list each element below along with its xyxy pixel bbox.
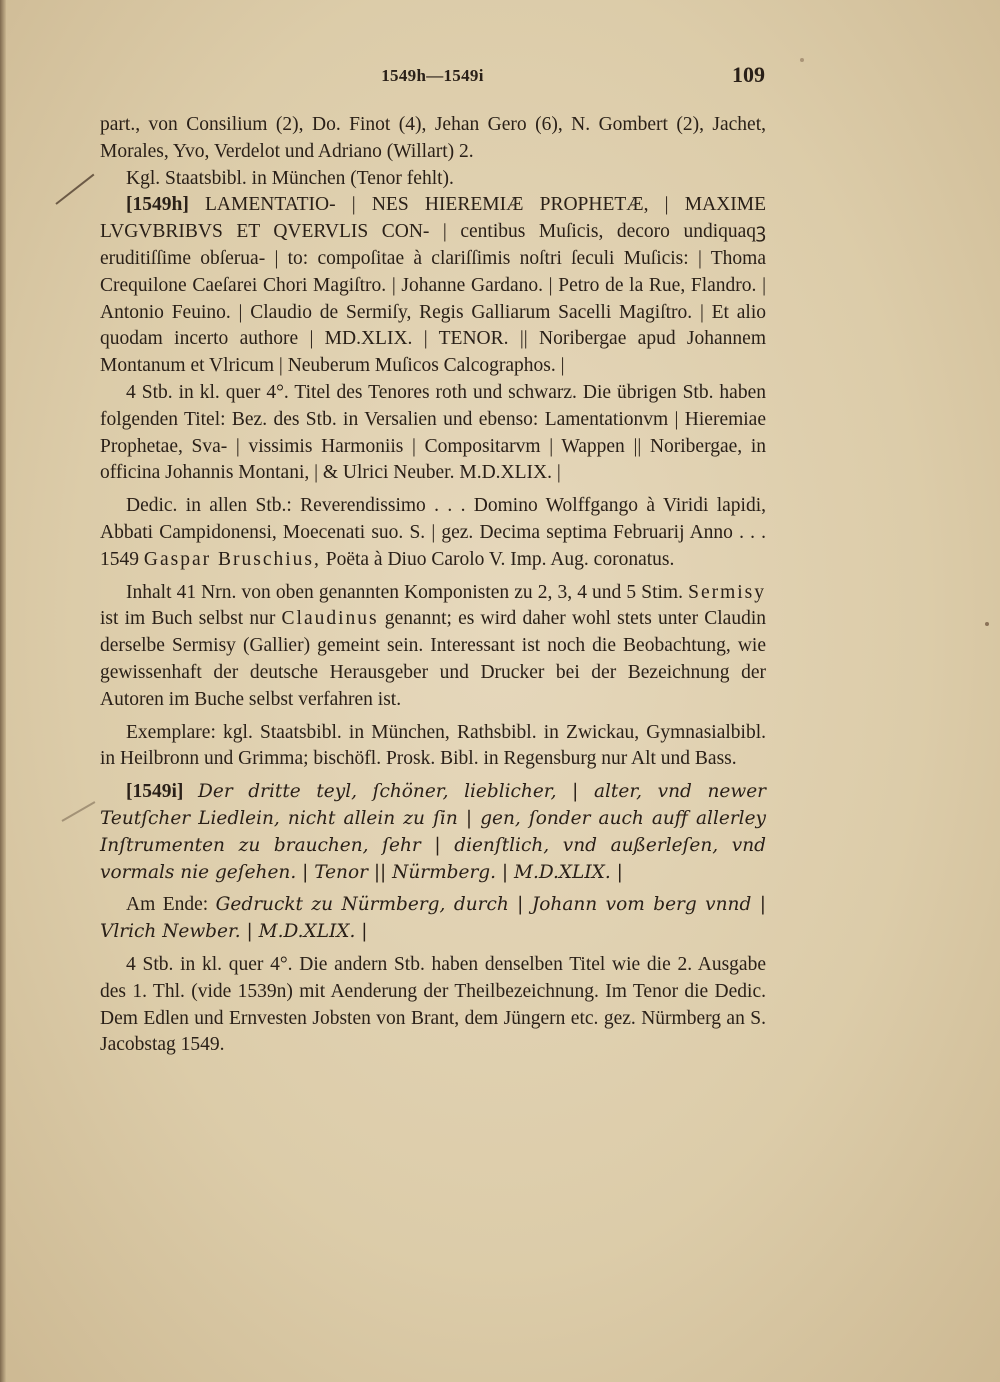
contents-b: ist im Buch selbst nur bbox=[100, 608, 276, 630]
paragraph-location: Kgl. Staatsbibl. in München (Tenor fehlt). bbox=[126, 167, 454, 189]
colophon-text: Gedruckt zu Nürmberg, durch | Johann vom berg vnnd | Vlrich Newber. | M.D.XLIX. | bbox=[100, 894, 766, 943]
entry-1549i bbox=[100, 779, 766, 886]
page-number: 109 bbox=[732, 62, 765, 87]
paragraph-format-2: 4 Stb. in kl. quer 4°. Die andern Stb. haben denselben Titel wie die 2. Ausgabe des 1. Thl. (vide 1539n) mit Aenderung der Theilbezeichnung. Im Tenor die Dedic. Dem Edlen und Ernvesten Jobsten von Brant, dem Jüngern etc. gez. Nürmberg an S. Jacobstag 1549. bbox=[100, 953, 766, 1056]
entry-1549h-title: LAMENTATIO- | NES HIEREMIÆ PROPHETÆ, | MAXIME LVGVBRIBVS ET QVERVLIS CON- | centibus Muſicis, decoro undiquaqꝫ eruditiſſime obſerua- | to: compoſitae à clariſſimis noſtri ſeculi Muſicis: | Thoma Crequilone Caeſarei Chori Magiſtro. | Johanne Gardano. | Petro de la Rue, Flandro. | Antonio Feuino. | Claudio de Sermiſy, Regis Galliarum Sacelli Magiſtro. | Et alio quodam incerto authore | MD.XLIX. | TENOR. || Noribergae apud Johannem Montanum et Vlricum | Neuberum Muſicos Calcographos. | bbox=[100, 194, 766, 377]
contents-claudinus: Claudinus bbox=[281, 608, 379, 630]
page-header bbox=[100, 62, 765, 92]
page-body bbox=[100, 112, 766, 1059]
contents-c: genannt; es wird daher wohl stets unter Claudin derselbe Sermisy (Gallier) gemeint sein. Interessant ist noch die Beobachtung, wie gewissenhaft der deutsche Herausgeber und Drucker bei der Bezeichnung der Autoren im Buche selbst verfahren ist. bbox=[100, 608, 767, 710]
dedication-text: Dedic. in allen Stb.: Reverendissimo . . . Domino Wolffgango à Viridi lapidi, Abbati Campidonensi, Moecenati suo. S. | gez. Decima septima Februarij Anno . . . 1549 bbox=[100, 495, 766, 570]
contents-a: Inhalt 41 Nrn. von oben genannten Komponisten zu 2, 3, 4 und 5 Stim. bbox=[126, 581, 683, 603]
paragraph-colophon bbox=[100, 892, 766, 946]
paragraph-format: 4 Stb. in kl. quer 4°. Titel des Tenores roth und schwarz. Die übrigen Stb. haben folgenden Titel: Bez. des Stb. in Versalien und ebenso: Lamentationvm | Hieremiae Prophetae, Sva- | vissimis Harmoniis | Compositarvm | Wappen || Noribergae, in officina Johannis Montani, | & Ulrici Neuber. M.D.XLIX. | bbox=[100, 381, 766, 484]
dedication-end: Poëta à Diuo Carolo V. Imp. Aug. coronatus. bbox=[325, 548, 675, 570]
entry-1549i-title: Der dritte teyl, ſchöner, lieblicher, | alter, vnd newer Teutſcher Liedlein, nicht allein zu ſin | gen, ſonder auch auff allerley Inſtrumenten zu brauchen, ſehr | dienſtlich, vnd außerleſen, vnd vormals nie geſehen. | Tenor || Nürmberg. | M.D.XLIX. | bbox=[100, 781, 766, 883]
paragraph-part-list: part., von Consilium (2), Do. Finot (4), Jehan Gero (6), N. Gombert (2), Jachet, Morales, Yvo, Verdelot und Adriano (Willart) 2. bbox=[100, 114, 766, 162]
entry-1549h bbox=[100, 192, 766, 380]
page-edge-shadow bbox=[0, 0, 6, 1382]
margin-dot-1 bbox=[985, 622, 989, 626]
pencil-mark-1 bbox=[55, 174, 94, 205]
pencil-mark-2 bbox=[62, 801, 96, 822]
paragraph-copies: Exemplare: kgl. Staatsbibl. in München, Rathsbibl. in Zwickau, Gymnasialbibl. in Heilbronn und Grimma; bischöfl. Prosk. Bibl. in Regensburg nur Alt und Bass. bbox=[100, 721, 766, 770]
entry-label-1549h: [1549h] bbox=[126, 194, 189, 216]
paragraph-dedication bbox=[100, 493, 766, 573]
contents-sermisy: Sermisy bbox=[688, 581, 767, 603]
entry-label-1549i: [1549i] bbox=[126, 781, 184, 803]
margin-dot-2 bbox=[800, 58, 804, 62]
paragraph-contents bbox=[100, 580, 766, 714]
running-head: 1549h—1549i bbox=[381, 66, 484, 85]
colophon-label: Am Ende: bbox=[126, 894, 209, 916]
dedication-name: Gaspar Bruschius, bbox=[143, 548, 321, 570]
